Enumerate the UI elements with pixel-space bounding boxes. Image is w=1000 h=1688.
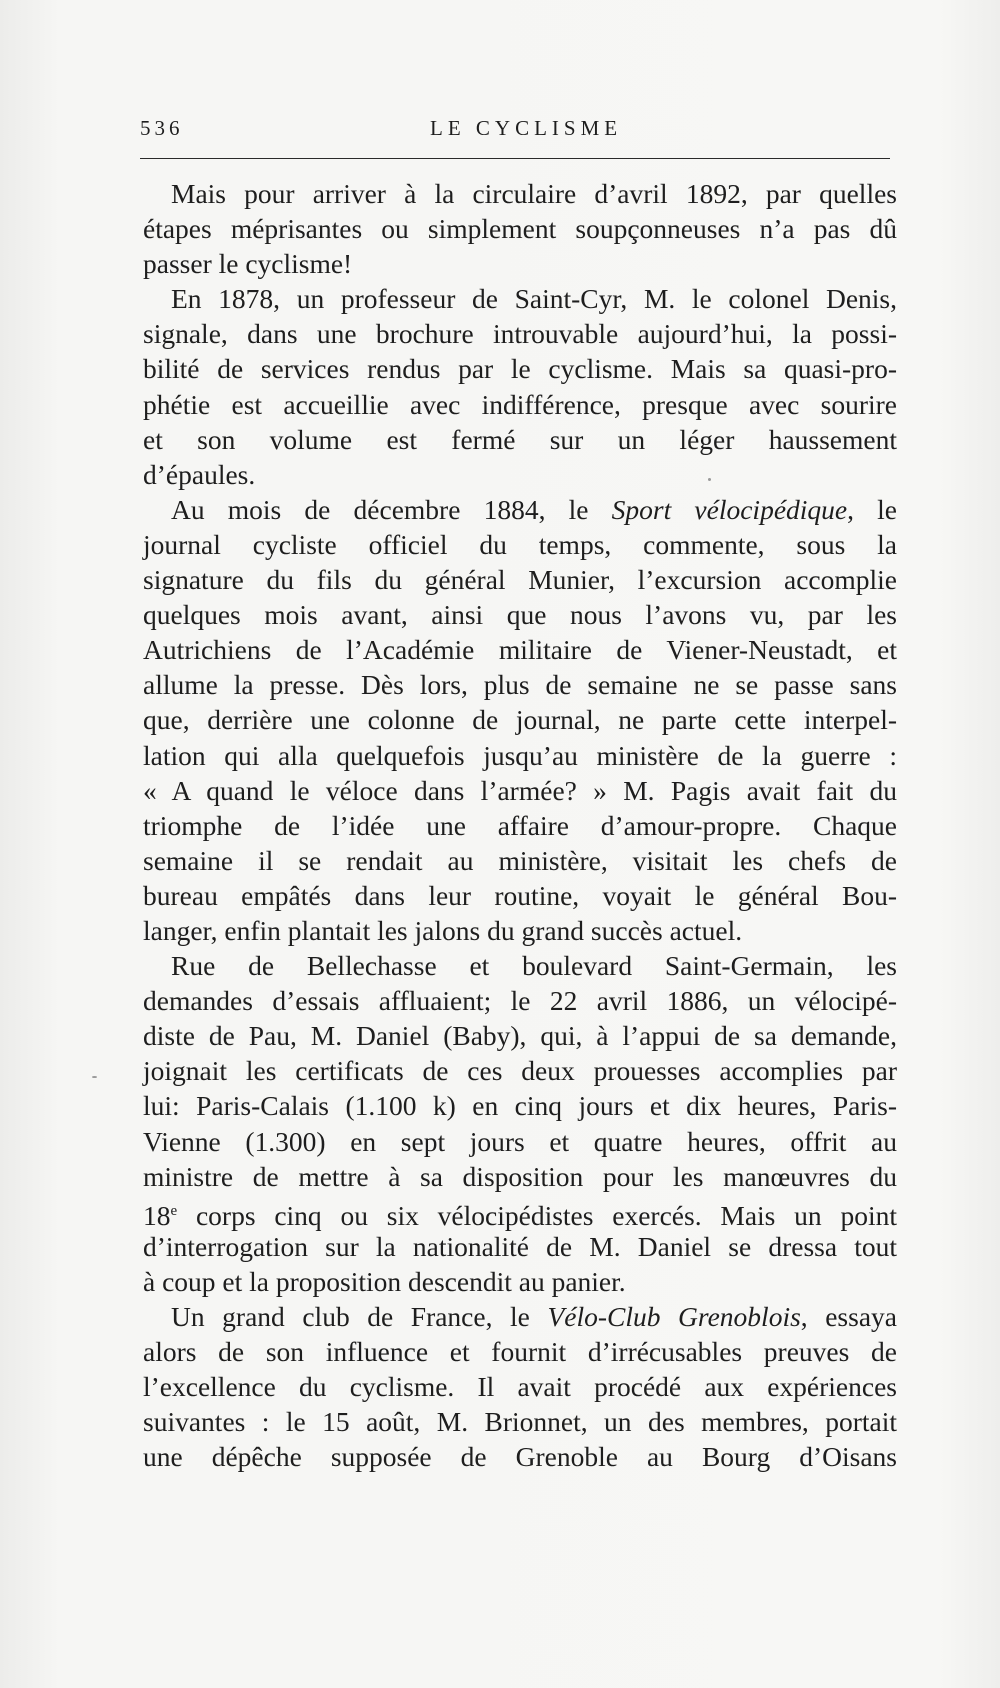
- line-text: allume la presse. Dès lors, plus de semaine ne se passe sans: [143, 669, 897, 701]
- line-text: bureau empâtés dans leur routine, voyait le général Bou-: [143, 879, 897, 911]
- text-line: [143, 1159, 897, 1194]
- text-line: [143, 562, 897, 597]
- line-text: lation qui alla quelquefois jusqu’au ministère de la guerre :: [143, 739, 897, 771]
- line-text: En 1878, un professeur de Saint-Cyr, M. le colonel Denis,: [171, 283, 897, 315]
- text-line: [143, 948, 897, 983]
- text-line: [143, 1053, 897, 1088]
- line-text: une dépêche supposée de Grenoble au Bourg d’Oisans: [143, 1441, 897, 1473]
- text-line: [143, 702, 897, 737]
- paper-speck: [92, 1076, 97, 1078]
- body-text: [143, 176, 897, 1474]
- text-line: [143, 422, 897, 457]
- line-text: « A quand le véloce dans l’armée? » M. Pagis avait fait du: [143, 774, 897, 806]
- line-text: quelques mois avant, ainsi que nous l’avons vu, par les: [143, 599, 897, 631]
- line-text: demandes d’essais affluaient; le 22 avril 1886, un vélocipé-: [143, 985, 897, 1017]
- text-line: [143, 1404, 897, 1439]
- line-text: lui: Paris-Calais (1.100 k) en cinq jours et dix heures, Paris-: [143, 1090, 897, 1122]
- line-text: semaine il se rendait au ministère, visitait les chefs de: [143, 844, 897, 876]
- text-line: [143, 211, 897, 246]
- text-line: [143, 316, 897, 351]
- line-text: langer, enfin plantait les jalons du grand succès actuel.: [143, 914, 743, 946]
- line-text: ministre de mettre à sa disposition pour les manœuvres du: [143, 1160, 897, 1192]
- text-line: [143, 983, 897, 1018]
- text-line: [143, 738, 897, 773]
- header-rule: [140, 158, 890, 159]
- text-line: [143, 808, 897, 843]
- line-text: joignait les certificats de ces deux prouesses accomplies par: [143, 1055, 897, 1087]
- text-line: [143, 176, 897, 211]
- line-text: et son volume est fermé sur un léger haussement: [143, 423, 897, 455]
- text-line: [143, 632, 897, 667]
- text-line: [143, 492, 897, 527]
- text-line: [143, 667, 897, 702]
- line-text: signature du fils du général Munier, l’excursion accomplie: [143, 564, 897, 596]
- text-line: [143, 281, 897, 316]
- line-text: l’excellence du cyclisme. Il avait procédé aux expériences: [143, 1371, 897, 1403]
- text-line: [143, 597, 897, 632]
- text-line: [143, 1229, 897, 1264]
- line-text: Mais pour arriver à la circulaire d’avril 1892, par quelles: [171, 178, 897, 209]
- page-header: [140, 116, 890, 148]
- line-text: Vienne (1.300) en sept jours et quatre heures, offrit au: [143, 1125, 897, 1157]
- text-line: [143, 913, 897, 948]
- text-line: [143, 1264, 897, 1299]
- line-text: d’épaules.: [143, 458, 256, 490]
- line-text: d’interrogation sur la nationalité de M. Daniel se dressa tout: [143, 1230, 897, 1262]
- line-text: à coup et la proposition descendit au panier.: [143, 1265, 626, 1297]
- text-line: [143, 457, 897, 492]
- line-text: triomphe de l’idée une affaire d’amour-propre. Chaque: [143, 809, 897, 841]
- italic-title: Vélo-Club Grenoblois: [547, 1301, 801, 1332]
- line-text-continued: , le: [847, 493, 898, 525]
- text-line: [143, 527, 897, 562]
- line-text: signale, dans une brochure introuvable aujourd’hui, la possi-: [143, 318, 897, 350]
- line-text: 18: [143, 1199, 171, 1231]
- line-text: Au mois de décembre 1884, le: [171, 493, 589, 525]
- text-line: [143, 1334, 897, 1369]
- text-line: [143, 1018, 897, 1053]
- line-text: bilité de services rendus par le cyclisme. Mais sa quasi-pro-: [143, 353, 897, 385]
- text-line: [143, 843, 897, 878]
- line-text: phétie est accueillie avec indifférence, presque avec sourire: [143, 388, 897, 420]
- line-text: Autrichiens de l’Académie militaire de Viener-Neustadt, et: [143, 634, 897, 666]
- line-text: que, derrière une colonne de journal, ne parte cette interpel-: [143, 704, 897, 736]
- page-number: 536: [140, 116, 184, 140]
- line-text: diste de Pau, M. Daniel (Baby), qui, à l’appui de sa demande,: [143, 1020, 897, 1052]
- text-line: [143, 1124, 897, 1159]
- italic-title: Sport vélocipédique: [611, 493, 848, 525]
- line-text: étapes méprisantes ou simplement soupçonneuses n’a pas dû: [143, 213, 897, 245]
- line-text: suivantes : le 15 août, M. Brionnet, un des membres, portait: [143, 1406, 897, 1438]
- line-text: alors de son influence et fournit d’irrécusables preuves de: [143, 1336, 897, 1368]
- line-text: Rue de Bellechasse et boulevard Saint-Germain, les: [171, 950, 897, 982]
- ordinal-superscript: e: [170, 1202, 178, 1219]
- line-text-continued: corps cinq ou six vélocipédistes exercés. Mais un point: [177, 1199, 897, 1231]
- text-line: [143, 351, 897, 386]
- paper-speck: [708, 478, 711, 481]
- line-text: journal cycliste officiel du temps, commente, sous la: [143, 528, 897, 560]
- text-line: [143, 1194, 897, 1229]
- text-line: [143, 1088, 897, 1123]
- text-line: [143, 878, 897, 913]
- line-text-continued: , essaya: [800, 1301, 897, 1332]
- line-text: passer le cyclisme!: [143, 248, 353, 280]
- text-line: [143, 1439, 897, 1474]
- text-line: [143, 246, 897, 281]
- text-line: [143, 1369, 897, 1404]
- running-title: LE CYCLISME: [430, 116, 623, 140]
- text-line: [143, 773, 897, 808]
- text-line: [143, 387, 897, 422]
- line-text: Un grand club de France, le: [171, 1301, 530, 1332]
- text-line: [143, 1299, 897, 1334]
